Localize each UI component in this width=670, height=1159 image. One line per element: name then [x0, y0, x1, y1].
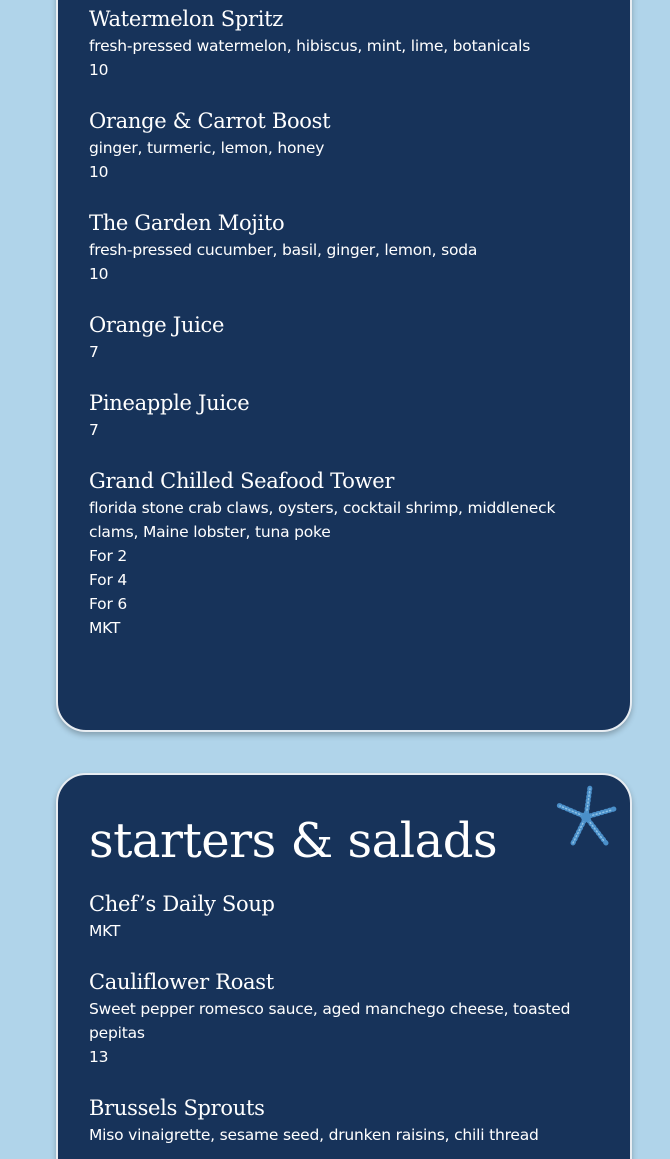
menu-item: [89, 4, 590, 82]
menu-item-name: Watermelon Spritz: [89, 7, 284, 31]
menu-item: [89, 106, 590, 184]
menu-item-option: For 2: [89, 547, 128, 565]
menu-item-price: 13: [89, 1048, 109, 1066]
menu-item-description: Miso vinaigrette, sesame seed, drunken raisins, chili thread: [89, 1126, 539, 1144]
menu-item: [89, 967, 590, 1069]
menu-item-price: 7: [89, 421, 99, 439]
menu-item-description: fresh-pressed watermelon, hibiscus, mint, lime, botanicals: [89, 37, 531, 55]
menu-item-option: For 4: [89, 571, 128, 589]
menu-item-name: Orange & Carrot Boost: [89, 109, 331, 133]
menu-item-name: Brussels Sprouts: [89, 1096, 265, 1120]
menu-item-name: Pineapple Juice: [89, 391, 250, 415]
drinks-item-list: [89, 4, 590, 664]
menu-item-description: ginger, turmeric, lemon, honey: [89, 139, 325, 157]
menu-item-description: florida stone crab claws, oysters, cocktail shrimp, middleneck clams, Maine lobster, tuna poke: [89, 499, 556, 541]
menu-item-name: Chef’s Daily Soup: [89, 892, 275, 916]
starters-item-list: [89, 889, 590, 1159]
menu-item-name: Cauliflower Roast: [89, 970, 274, 994]
starfish-icon: [554, 783, 618, 849]
menu-item-price: 7: [89, 343, 99, 361]
drinks-menu-card: [56, 0, 632, 732]
menu-item-price: 10: [89, 163, 109, 181]
menu-item-name: Grand Chilled Seafood Tower: [89, 469, 395, 493]
menu-item: [89, 889, 590, 943]
menu-item-price: MKT: [89, 922, 121, 940]
menu-item-price: MKT: [89, 619, 121, 637]
menu-item-description: fresh-pressed cucumber, basil, ginger, lemon, soda: [89, 241, 478, 259]
menu-item-price: 10: [89, 265, 109, 283]
menu-item: [89, 388, 590, 442]
menu-item-name: Orange Juice: [89, 313, 225, 337]
menu-item-description: Sweet pepper romesco sauce, aged manchego cheese, toasted pepitas: [89, 1000, 571, 1042]
menu-item: [89, 310, 590, 364]
menu-item: [89, 208, 590, 286]
menu-item-price: 10: [89, 61, 109, 79]
starters-salads-card: [56, 773, 632, 1159]
menu-item: [89, 466, 590, 640]
menu-item-name: The Garden Mojito: [89, 211, 285, 235]
menu-item: [89, 1093, 590, 1147]
section-title: starters & salads: [89, 813, 498, 869]
menu-item-option: For 6: [89, 595, 128, 613]
